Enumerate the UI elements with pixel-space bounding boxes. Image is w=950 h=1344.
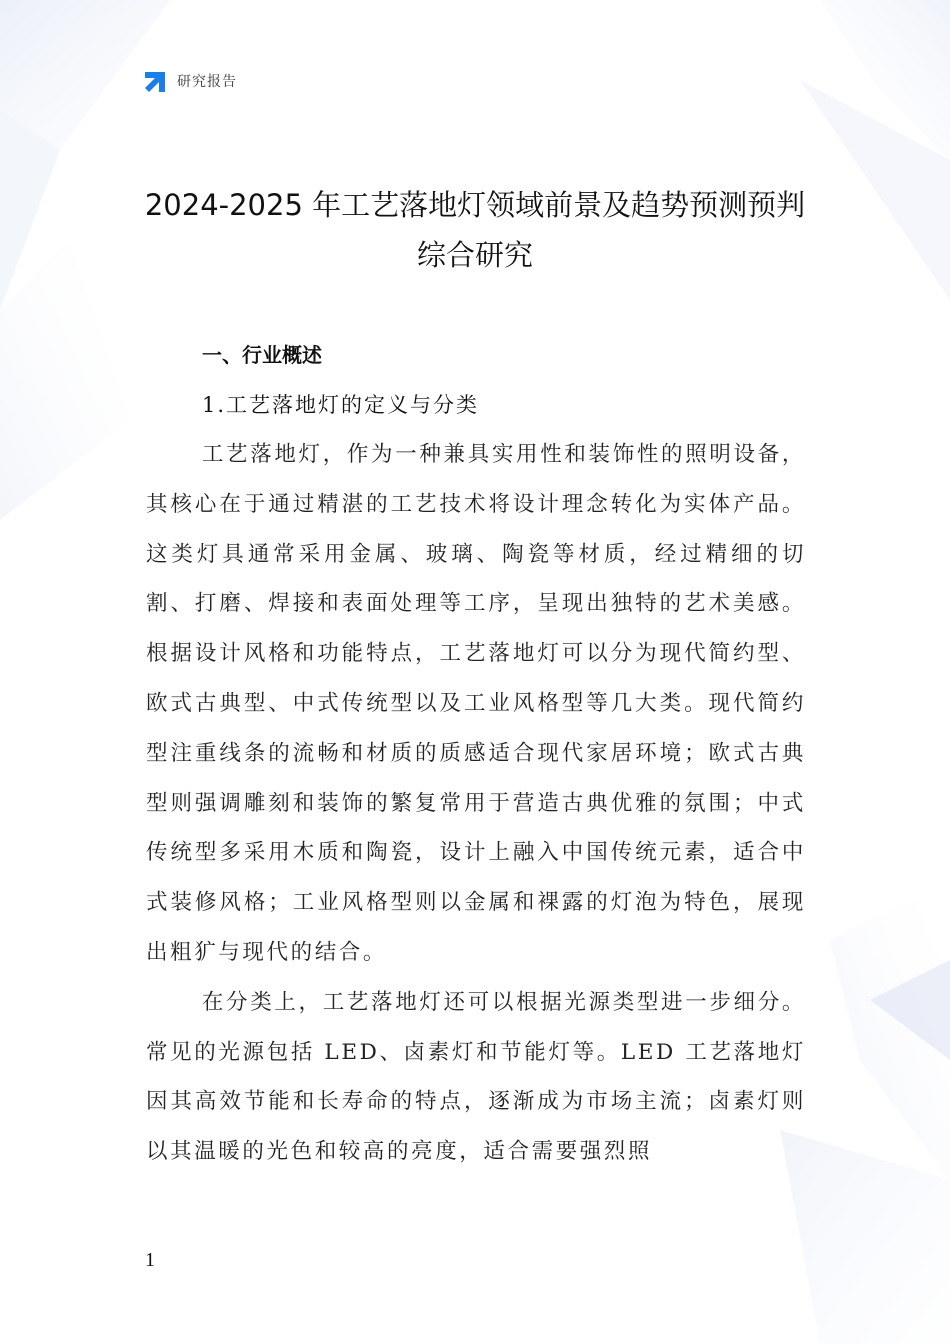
page-number: 1 — [145, 1249, 155, 1271]
document-title: 2024-2025 年工艺落地灯领域前景及趋势预测预判综合研究 — [144, 188, 806, 272]
section-heading: 一、行业概述 — [202, 343, 322, 367]
header-label: 研究报告 — [177, 74, 237, 90]
paragraph: 在分类上，工艺落地灯还可以根据光源类型进一步细分。常见的光源包括 LED、卤素灯和节能灯等。LED 工艺落地灯因其高效节能和长寿命的特点，逐渐成为市场主流；卤素灯则以其温暖的光色和较高的亮度，适合需要强烈照 — [146, 989, 806, 1165]
arrow-up-right-icon — [143, 68, 169, 94]
subsection-heading: 1.工艺落地灯的定义与分类 — [202, 393, 480, 417]
paragraph: 工艺落地灯，作为一种兼具实用性和装饰性的照明设备，其核心在于通过精湛的工艺技术将设计理念转化为实体产品。这类灯具通常采用金属、玻璃、陶瓷等材质，经过精细的切割、打磨、焊接和表面处理等工序，呈现出独特的艺术美感。根据设计风格和功能特点，工艺落地灯可以分为现代简约型、欧式古典型、中式传统型以及工业风格型等几大类。现代简约型注重线条的流畅和材质的质感适合现代家居环境；欧式古典型则强调雕刻和装饰的繁复常用于营造古典优雅的氛围；中式传统型多采用木质和陶瓷，设计上融入中国传统元素，适合中式装修风格；工业风格型则以金属和裸露的灯泡为特色，展现出粗犷与现代的结合。 — [146, 442, 806, 965]
header — [143, 66, 237, 96]
document-body — [146, 330, 806, 1177]
